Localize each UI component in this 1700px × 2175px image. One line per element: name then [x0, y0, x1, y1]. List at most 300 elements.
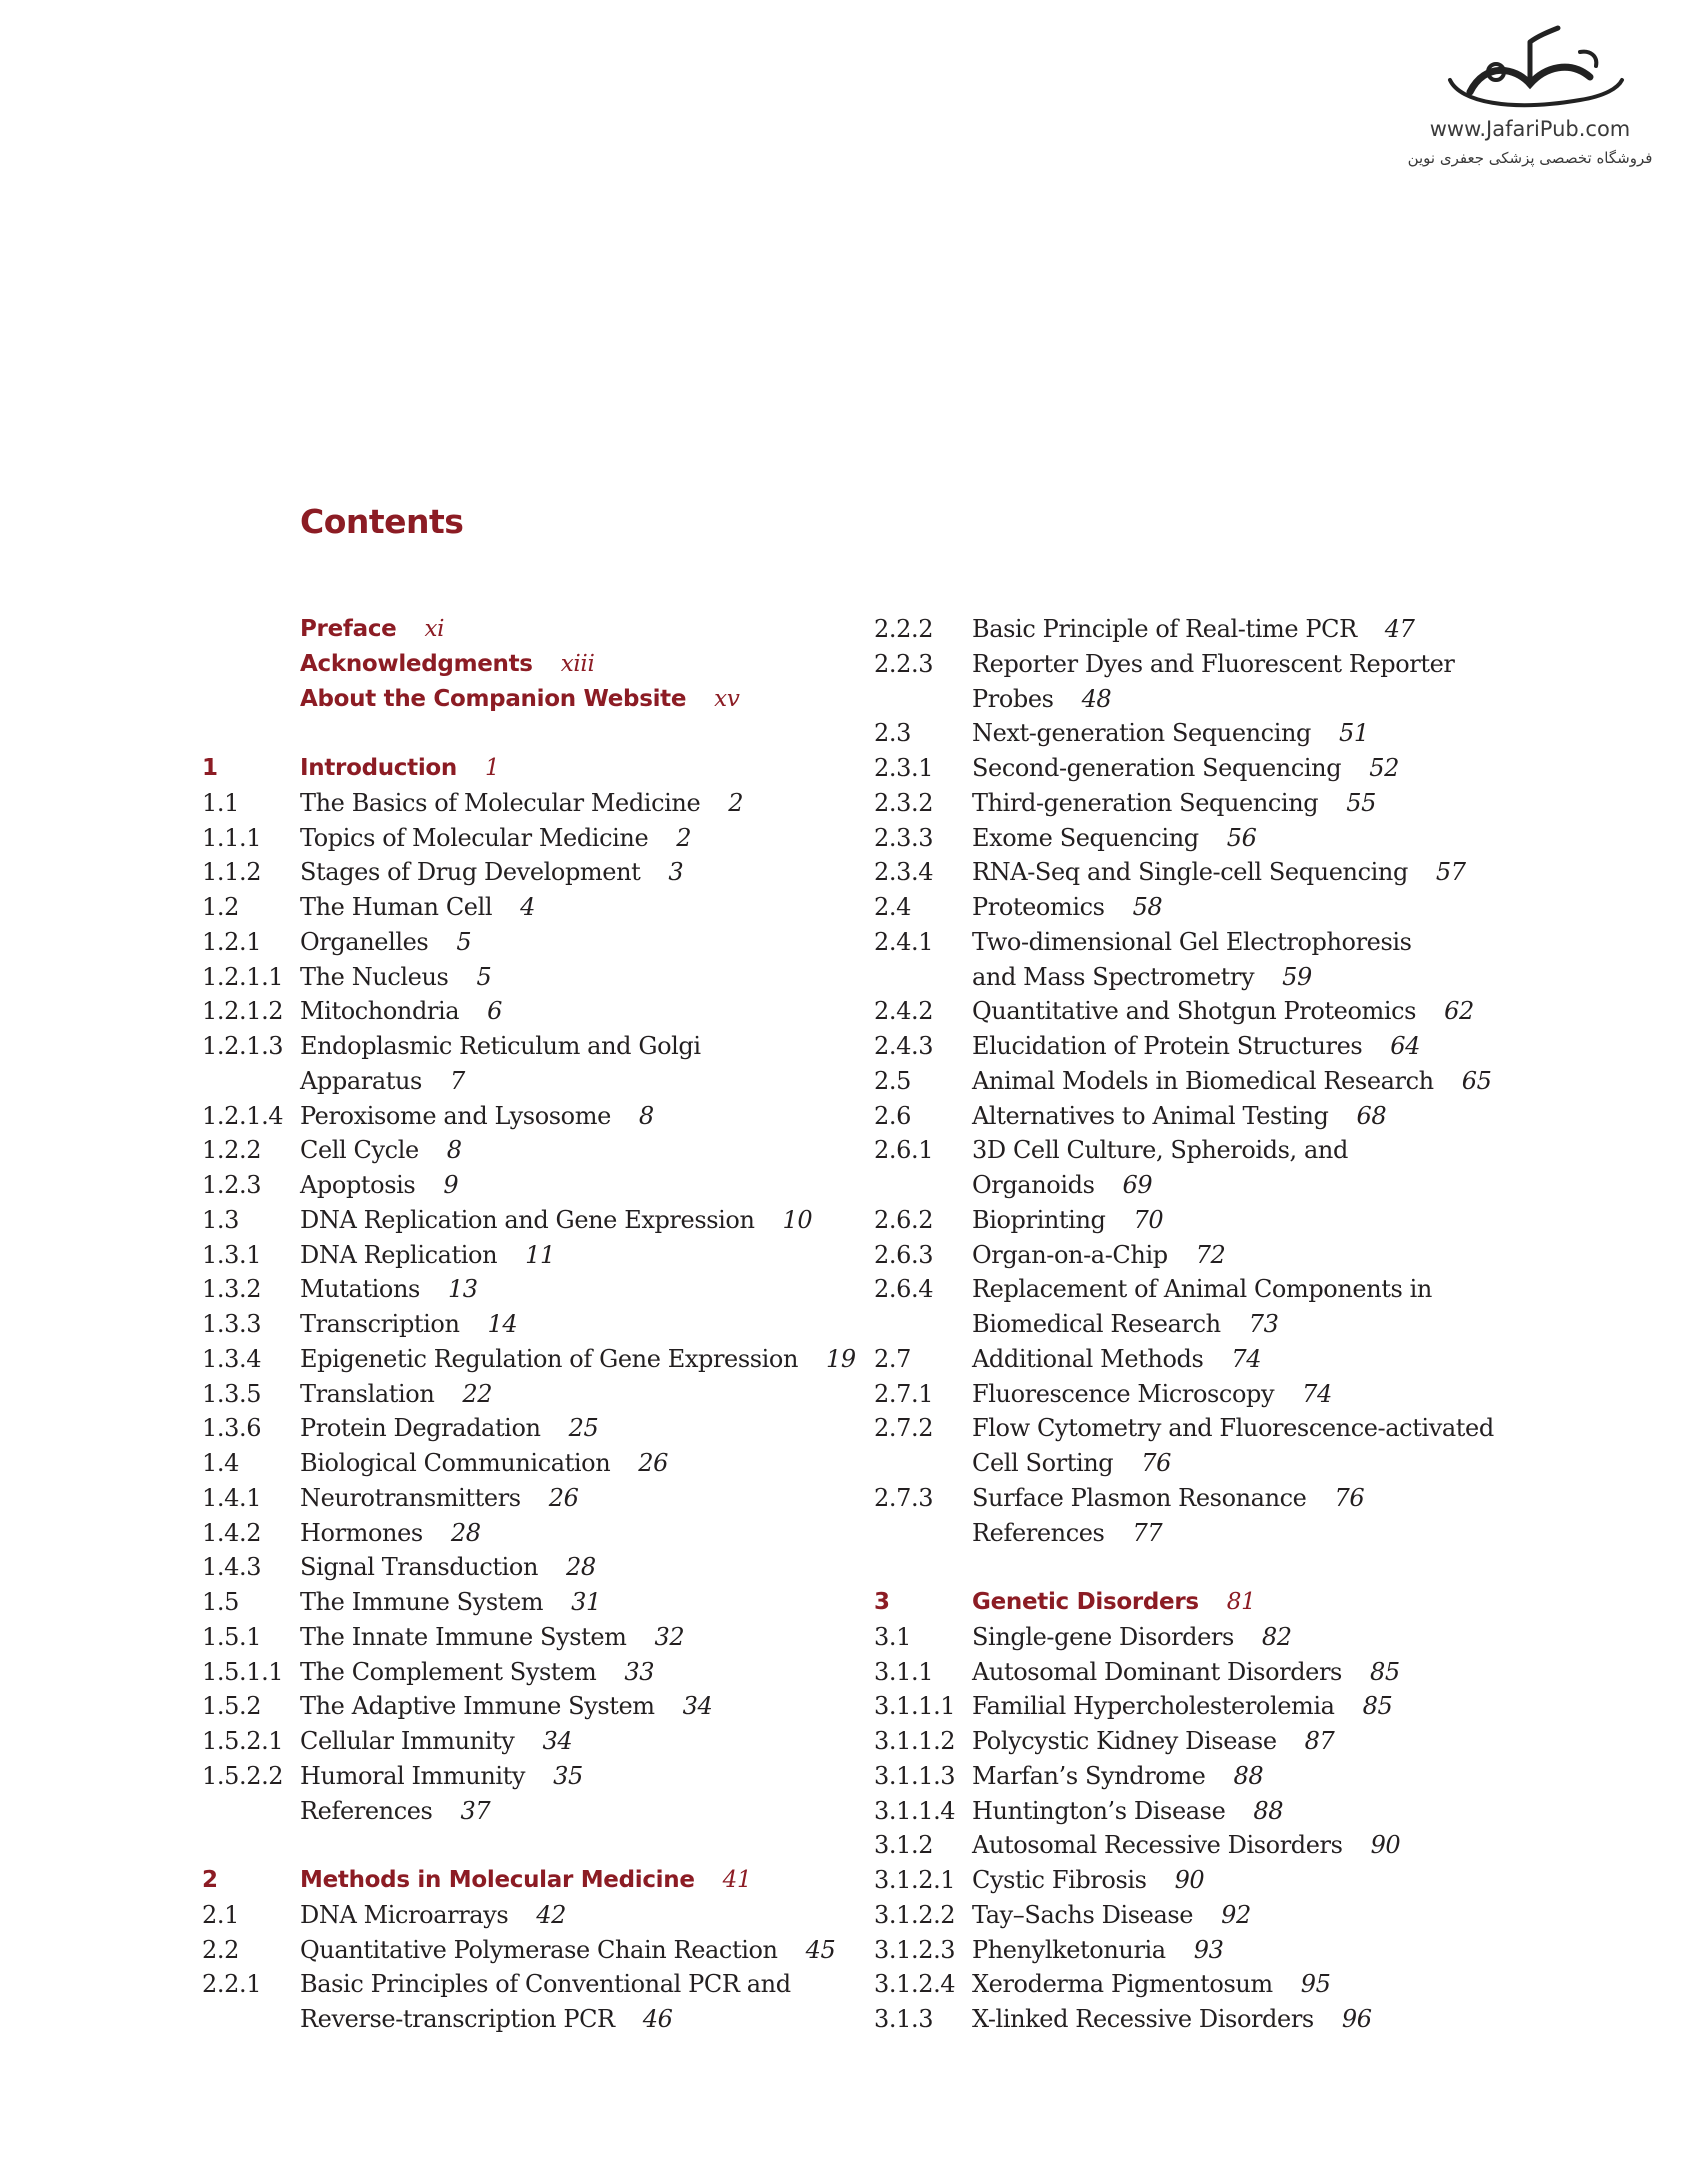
toc-chapter-entry[interactable]	[202, 682, 842, 717]
toc-entry-number: 2.4.3	[874, 1032, 934, 1060]
toc-entry-number: 1.5	[202, 1588, 239, 1616]
toc-entry-page: 59	[1282, 962, 1312, 991]
toc-entry[interactable]	[874, 1481, 1514, 1516]
toc-entry[interactable]	[202, 1655, 842, 1690]
toc-entry-page: 7	[449, 1066, 465, 1095]
toc-entry-number: 1.4	[202, 1449, 239, 1477]
toc-entry-page: 74	[1231, 1344, 1262, 1373]
toc-entry-number: 2.7.3	[874, 1483, 934, 1512]
toc-entry-page: 42	[536, 1900, 567, 1929]
toc-entry-number: 2.7.2	[874, 1414, 934, 1443]
toc-entry-number: 1.5.2.1	[202, 1727, 284, 1755]
toc-entry-number: 3.1.1.2	[874, 1727, 956, 1755]
toc-entry-title: Biomedical Research	[972, 1310, 1221, 1338]
toc-left-column	[202, 612, 856, 2037]
toc-entry-page: 2	[728, 788, 744, 817]
toc-entry-text	[972, 960, 1514, 995]
toc-entry-text	[300, 1794, 842, 1829]
toc-chapter-entry[interactable]	[202, 751, 842, 786]
toc-entry-text	[972, 1620, 1514, 1655]
toc-entry[interactable]	[202, 1933, 842, 1968]
toc-entry-title: Reporter Dyes and Fluorescent Reporter	[972, 649, 1455, 678]
toc-entry-text	[300, 994, 842, 1029]
toc-entry-page: 2	[676, 823, 692, 852]
toc-entry-number: 2.2.3	[874, 649, 934, 678]
toc-entry-title: Cell Cycle	[300, 1136, 419, 1165]
toc-entry-title: The Adaptive Immune System	[300, 1692, 655, 1721]
toc-entry-page: 90	[1174, 1866, 1205, 1894]
toc-entry-number: 1.1.2	[202, 858, 262, 887]
toc-entry-number: 1.3	[202, 1205, 239, 1234]
toc-entry-page: 8	[446, 1136, 462, 1165]
toc-entry-number: 1.1	[202, 788, 239, 817]
toc-entry-number: 1.2.1	[202, 927, 262, 956]
toc-entry-text	[300, 1411, 842, 1446]
toc-entry-text	[300, 1516, 842, 1551]
toc-entry-text	[972, 716, 1514, 751]
toc-entry-number: 3.1.2.4	[874, 1970, 956, 1999]
toc-entry-number: 1.3.6	[202, 1414, 262, 1443]
toc-entry[interactable]	[202, 1585, 842, 1620]
toc-entry[interactable]	[874, 1759, 1514, 1794]
toc-entry-page: 68	[1356, 1101, 1387, 1130]
toc-entry-page: 33	[624, 1657, 655, 1686]
toc-entry-title: Single-gene Disorders	[972, 1622, 1234, 1651]
toc-entry-title: X-linked Recessive Disorders	[972, 2005, 1314, 2033]
toc-entry-title: Surface Plasmon Resonance	[972, 1483, 1307, 1512]
toc-entry-title: Fluorescence Microscopy	[972, 1379, 1275, 1408]
toc-entry-title: The Human Cell	[300, 893, 493, 921]
toc-entry-number: 1.1.1	[202, 823, 262, 852]
toc-entry-page: 26	[638, 1449, 669, 1477]
toc-entry-text	[300, 1168, 842, 1203]
toc-entry-text	[972, 1724, 1514, 1759]
toc-entry[interactable]	[202, 1029, 842, 1064]
toc-entry[interactable]	[874, 855, 1514, 890]
toc-entry-number: 3.1.1.4	[874, 1796, 956, 1825]
toc-entry-title: Third-generation Sequencing	[972, 788, 1319, 817]
toc-chapter-entry[interactable]	[202, 612, 842, 647]
toc-entry-title: Autosomal Dominant Disorders	[972, 1657, 1342, 1686]
toc-entry[interactable]	[202, 1620, 842, 1655]
toc-entry[interactable]	[874, 890, 1514, 925]
toc-entry-page: 85	[1362, 1692, 1393, 1721]
toc-entry-text	[300, 1724, 842, 1759]
toc-entry[interactable]	[874, 1620, 1514, 1655]
section-spacer	[202, 1828, 842, 1863]
toc-entry-page: 62	[1444, 997, 1474, 1026]
toc-entry[interactable]	[202, 1342, 856, 1377]
toc-entry-number: 1.3.5	[202, 1379, 262, 1408]
toc-entry-page: 73	[1248, 1310, 1279, 1338]
toc-entry-number: 1.2.1.3	[202, 1032, 284, 1060]
toc-chapter-entry[interactable]	[874, 1585, 1514, 1620]
toc-entry-page: 87	[1304, 1727, 1335, 1755]
toc-entry-title: Proteomics	[972, 893, 1105, 921]
toc-entry-page: 76	[1334, 1483, 1365, 1512]
toc-entry-title: Signal Transduction	[300, 1553, 539, 1582]
toc-entry[interactable]	[874, 925, 1514, 960]
toc-entry-title: Organ-on-a-Chip	[972, 1240, 1168, 1269]
toc-entry-page: 77	[1132, 1518, 1163, 1547]
toc-entry-text	[972, 2002, 1514, 2037]
toc-entry-title: Flow Cytometry and Fluorescence-activated	[972, 1414, 1494, 1443]
toc-entry[interactable]	[874, 1238, 1514, 1273]
toc-entry-title: Epigenetic Regulation of Gene Expression	[300, 1344, 799, 1373]
toc-entry[interactable]	[202, 1550, 842, 1585]
toc-entry[interactable]	[874, 612, 1514, 647]
toc-entry-text	[300, 1064, 842, 1099]
toc-entry-title: Bioprinting	[972, 1205, 1106, 1234]
toc-entry-title: Marfan’s Syndrome	[972, 1761, 1206, 1790]
toc-entry[interactable]	[874, 960, 1514, 995]
toc-entry-text	[300, 1446, 842, 1481]
toc-entry[interactable]	[202, 1411, 842, 1446]
toc-entry-text	[972, 1307, 1514, 1342]
toc-entry-number: 1.4.1	[202, 1483, 262, 1512]
toc-entry[interactable]	[202, 786, 842, 821]
toc-entry-text	[972, 1342, 1514, 1377]
toc-entry[interactable]	[874, 682, 1514, 717]
toc-entry[interactable]	[202, 1377, 842, 1412]
toc-entry[interactable]	[202, 855, 842, 890]
toc-entry-number: 2.3.1	[874, 754, 934, 782]
toc-entry-text	[300, 1759, 842, 1794]
toc-entry[interactable]	[202, 1168, 842, 1203]
toc-entry-page: 45	[805, 1935, 836, 1964]
toc-entry-title: Mutations	[300, 1275, 420, 1304]
toc-entry[interactable]	[202, 890, 842, 925]
toc-entry-page: 3	[668, 858, 684, 887]
toc-entry-title: Elucidation of Protein Structures	[972, 1032, 1363, 1060]
toc-entry[interactable]	[202, 1446, 842, 1481]
toc-entry[interactable]	[202, 1481, 842, 1516]
logo-url: www.JafariPub.com	[1429, 117, 1631, 141]
toc-entry-text	[972, 1238, 1514, 1273]
toc-entry-title: Reverse-transcription PCR	[300, 2005, 615, 2033]
toc-entry[interactable]	[874, 1203, 1514, 1238]
toc-entry-text	[972, 1794, 1514, 1829]
toc-entry-number: 2.6.1	[874, 1136, 934, 1165]
toc-entry[interactable]	[874, 1411, 1514, 1446]
toc-entry-number: 2.1	[202, 1900, 239, 1929]
toc-entry[interactable]	[874, 1724, 1514, 1759]
toc-entry-title: The Complement System	[300, 1657, 597, 1686]
toc-entry-title: Exome Sequencing	[972, 823, 1199, 852]
toc-entry[interactable]	[874, 1863, 1514, 1898]
toc-entry-text	[972, 751, 1514, 786]
toc-entry[interactable]	[874, 716, 1514, 751]
toc-entry-number: 1.2.3	[202, 1171, 262, 1199]
toc-entry-page: 93	[1193, 1935, 1224, 1964]
toc-entry-number	[874, 960, 972, 995]
toc-entry[interactable]	[202, 1516, 842, 1551]
toc-entry[interactable]	[874, 1898, 1514, 1933]
toc-entry[interactable]	[202, 1724, 842, 1759]
toc-entry-text	[300, 1029, 842, 1064]
section-spacer	[202, 716, 842, 751]
toc-entry-text	[300, 1272, 842, 1307]
toc-entry[interactable]	[874, 1168, 1514, 1203]
toc-entry[interactable]	[202, 1272, 842, 1307]
toc-entry-page: 22	[462, 1379, 493, 1408]
toc-entry-number: 1.5.2.2	[202, 1761, 284, 1790]
toc-entry-number: 2	[202, 1867, 218, 1893]
toc-entry-number	[202, 2002, 300, 2037]
toc-entry-text	[300, 1655, 842, 1690]
toc-entry-text	[300, 1967, 842, 2002]
toc-entry-page: 26	[548, 1483, 579, 1512]
toc-entry-title: Cellular Immunity	[300, 1727, 515, 1755]
toc-entry-text	[300, 960, 842, 995]
toc-entry-title: 3D Cell Culture, Spheroids, and	[972, 1136, 1348, 1165]
toc-entry-text	[972, 1759, 1514, 1794]
toc-entry-text	[972, 1516, 1514, 1551]
toc-entry-text	[300, 1133, 842, 1168]
toc-entry-number: 2.7.1	[874, 1379, 934, 1408]
toc-entry-number: 3.1.1	[874, 1657, 934, 1686]
toc-entry[interactable]	[874, 1828, 1514, 1863]
toc-entry-text	[300, 890, 842, 925]
toc-entry[interactable]	[202, 1759, 842, 1794]
toc-entry-number: 2.2	[202, 1935, 239, 1964]
toc-entry-page: 76	[1141, 1449, 1172, 1477]
toc-entry-number: 2.3.4	[874, 858, 934, 887]
toc-entry[interactable]	[874, 821, 1514, 856]
toc-entry-page: 82	[1261, 1622, 1292, 1651]
toc-entry-text	[972, 1133, 1514, 1168]
toc-entry-page: 11	[525, 1240, 555, 1269]
logo-subtitle: فروشگاه تخصصی پزشکی جعفری نوین	[1407, 149, 1653, 167]
toc-entry-title: Familial Hypercholesterolemia	[972, 1692, 1335, 1721]
toc-entry-text	[972, 821, 1514, 856]
toc-entry-text	[972, 1933, 1514, 1968]
toc-entry-number: 1.5.1	[202, 1622, 262, 1651]
toc-chapter-entry[interactable]	[202, 647, 842, 682]
toc-entry-title: Autosomal Recessive Disorders	[972, 1831, 1343, 1860]
toc-entry-page: 88	[1233, 1761, 1264, 1790]
toc-entry[interactable]	[874, 1377, 1514, 1412]
toc-entry-title: Protein Degradation	[300, 1414, 541, 1443]
toc-entry-page: 81	[1226, 1589, 1256, 1615]
toc-entry-title: Genetic Disorders	[972, 1589, 1199, 1615]
toc-entry-number: 3.1	[874, 1622, 911, 1651]
toc-entry-page: 88	[1253, 1796, 1284, 1825]
toc-entry-title: and Mass Spectrometry	[972, 962, 1255, 991]
toc-entry[interactable]	[202, 2002, 842, 2037]
toc-entry-title: Tay–Sachs Disease	[972, 1900, 1194, 1929]
toc-entry-page: 19	[826, 1344, 856, 1373]
toc-entry-title: The Innate Immune System	[300, 1622, 627, 1651]
toc-entry[interactable]	[874, 1029, 1514, 1064]
toc-entry-text	[300, 682, 842, 717]
toc-entry[interactable]	[874, 1655, 1514, 1690]
toc-entry[interactable]	[202, 1307, 842, 1342]
toc-entry-page: 74	[1302, 1379, 1332, 1408]
toc-entry-text	[972, 994, 1514, 1029]
toc-entry-page: 8	[638, 1101, 654, 1130]
toc-entry[interactable]	[874, 1272, 1514, 1307]
toc-entry-number: 2.4.1	[874, 927, 934, 956]
toc-entry-text	[972, 1446, 1514, 1481]
toc-entry-page: 5	[476, 962, 492, 991]
toc-entry-number: 1.3.2	[202, 1275, 262, 1304]
toc-entry[interactable]	[874, 1794, 1514, 1829]
toc-entry-number: 2.3.2	[874, 788, 934, 817]
toc-entry-text	[300, 2002, 842, 2037]
toc-entry-number: 2.6.4	[874, 1275, 934, 1304]
toc-entry-page: xiii	[560, 650, 595, 677]
toc-entry-title: Polycystic Kidney Disease	[972, 1727, 1277, 1755]
toc-entry-page: 69	[1122, 1171, 1153, 1199]
toc-entry-page: 57	[1435, 858, 1466, 887]
toc-entry[interactable]	[202, 1794, 842, 1829]
toc-entry-title: DNA Microarrays	[300, 1900, 509, 1929]
toc-entry-page: 32	[654, 1622, 685, 1651]
toc-entry-number: 2.6	[874, 1101, 911, 1130]
toc-entry[interactable]	[202, 994, 842, 1029]
toc-entry-page: 31	[571, 1588, 601, 1616]
toc-entry-title: Replacement of Animal Components in	[972, 1275, 1432, 1304]
toc-entry-number	[202, 647, 300, 682]
toc-entry[interactable]	[202, 960, 842, 995]
toc-entry-title: Biological Communication	[300, 1449, 611, 1477]
toc-entry[interactable]	[874, 1133, 1514, 1168]
toc-entry-text	[972, 855, 1514, 890]
toc-entry-title: Animal Models in Biomedical Research	[972, 1066, 1434, 1095]
toc-entry-number: 3.1.2.3	[874, 1935, 956, 1964]
toc-entry-title: Additional Methods	[972, 1344, 1204, 1373]
toc-entry[interactable]	[874, 1342, 1514, 1377]
toc-entry-title: Transcription	[300, 1310, 460, 1338]
toc-entry-text	[300, 1238, 842, 1273]
toc-entry[interactable]	[202, 1967, 842, 2002]
toc-entry[interactable]	[874, 1307, 1514, 1342]
toc-entry[interactable]	[874, 786, 1514, 821]
toc-entry-title: Cell Sorting	[972, 1449, 1114, 1477]
toc-entry-title: References	[972, 1518, 1105, 1547]
toc-entry-text	[300, 1481, 842, 1516]
toc-entry-title: Alternatives to Animal Testing	[972, 1101, 1329, 1130]
toc-entry[interactable]	[202, 821, 842, 856]
toc-entry-title: Basic Principle of Real-time PCR	[972, 615, 1357, 643]
toc-entry[interactable]	[874, 1064, 1514, 1099]
toc-entry-number: 2.4.2	[874, 997, 934, 1026]
toc-entry-title: Topics of Molecular Medicine	[300, 823, 649, 852]
toc-entry-text	[972, 1029, 1514, 1064]
toc-entry-number: 1.2	[202, 893, 239, 921]
toc-entry-text	[300, 855, 842, 890]
toc-entry-page: 95	[1300, 1970, 1331, 1999]
toc-entry[interactable]	[874, 1689, 1514, 1724]
toc-entry-text	[972, 1411, 1514, 1446]
toc-entry-page: 52	[1369, 754, 1399, 782]
toc-entry-page: 34	[682, 1692, 713, 1721]
toc-entry-page: 9	[443, 1171, 459, 1199]
toc-chapter-entry[interactable]	[202, 1863, 842, 1898]
toc-entry-page: 37	[460, 1796, 491, 1825]
toc-entry-number: 3.1.2.1	[874, 1866, 956, 1894]
toc-entry-number: 2.4	[874, 893, 911, 921]
toc-entry[interactable]	[874, 1099, 1514, 1134]
page-title: Contents	[300, 502, 464, 541]
toc-entry[interactable]	[202, 1099, 842, 1134]
toc-entry-page: 48	[1081, 684, 1112, 713]
toc-entry-page: 55	[1346, 788, 1376, 817]
toc-entry[interactable]	[202, 925, 842, 960]
toc-entry[interactable]	[202, 1203, 842, 1238]
toc-entry-number: 2.7	[874, 1344, 911, 1373]
toc-entry-page: 5	[456, 927, 472, 956]
toc-entry-text	[300, 786, 842, 821]
toc-entry-text	[300, 1620, 842, 1655]
toc-entry-number: 3.1.1.1	[874, 1692, 956, 1721]
toc-entry[interactable]	[202, 1133, 842, 1168]
toc-entry-number: 3.1.2.2	[874, 1900, 956, 1929]
toc-entry-text	[972, 1585, 1514, 1620]
toc-entry[interactable]	[202, 1238, 842, 1273]
toc-entry-page: 65	[1461, 1066, 1492, 1095]
toc-entry[interactable]	[202, 1689, 842, 1724]
toc-entry-title: Mitochondria	[300, 997, 460, 1026]
toc-entry-title: Probes	[972, 684, 1054, 713]
toc-entry-title: Organoids	[972, 1171, 1095, 1199]
toc-entry[interactable]	[874, 647, 1514, 682]
toc-entry-title: Organelles	[300, 927, 429, 956]
toc-entry-title: About the Companion Website	[300, 685, 687, 712]
toc-entry-page: 64	[1390, 1032, 1421, 1060]
toc-entry-page: 72	[1195, 1240, 1226, 1269]
toc-entry-title: Cystic Fibrosis	[972, 1866, 1147, 1894]
toc-entry-page: 14	[487, 1310, 518, 1338]
section-spacer	[874, 1550, 1514, 1585]
toc-entry-number	[202, 682, 300, 717]
toc-entry[interactable]	[874, 751, 1514, 786]
toc-entry-title: Next-generation Sequencing	[972, 719, 1312, 748]
toc-entry-title: Apparatus	[300, 1066, 422, 1095]
toc-entry-title: Basic Principles of Conventional PCR and	[300, 1970, 791, 1999]
toc-entry-title: Xeroderma Pigmentosum	[972, 1970, 1273, 1999]
toc-entry-number: 1.4.2	[202, 1518, 262, 1547]
toc-entry-title: Apoptosis	[300, 1171, 416, 1199]
toc-entry-title: The Nucleus	[300, 962, 449, 991]
toc-entry[interactable]	[874, 1967, 1514, 2002]
toc-entry-page: xv	[714, 685, 740, 712]
toc-entry-title: Introduction	[300, 755, 457, 781]
toc-entry-text	[300, 1863, 842, 1898]
toc-entry-number: 1.3.1	[202, 1240, 262, 1269]
toc-entry-page: 13	[447, 1275, 478, 1304]
toc-entry[interactable]	[202, 1064, 842, 1099]
toc-entry-text	[300, 1689, 842, 1724]
toc-entry-title: Acknowledgments	[300, 650, 533, 677]
toc-entry[interactable]	[874, 1516, 1514, 1551]
toc-entry-text	[972, 1064, 1514, 1099]
toc-entry[interactable]	[874, 2002, 1514, 2037]
toc-entry-text	[972, 1967, 1514, 2002]
toc-entry-text	[300, 1307, 842, 1342]
toc-entry[interactable]	[874, 994, 1514, 1029]
toc-entry[interactable]	[874, 1933, 1514, 1968]
toc-entry-number: 2.3.3	[874, 823, 934, 852]
toc-entry-text	[972, 1203, 1514, 1238]
toc-entry-title: Methods in Molecular Medicine	[300, 1867, 695, 1893]
toc-entry-text	[972, 1863, 1514, 1898]
toc-entry[interactable]	[202, 1898, 842, 1933]
toc-entry-text	[972, 612, 1514, 647]
toc-entry-title: DNA Replication and Gene Expression	[300, 1205, 755, 1234]
toc-entry[interactable]	[874, 1446, 1514, 1481]
